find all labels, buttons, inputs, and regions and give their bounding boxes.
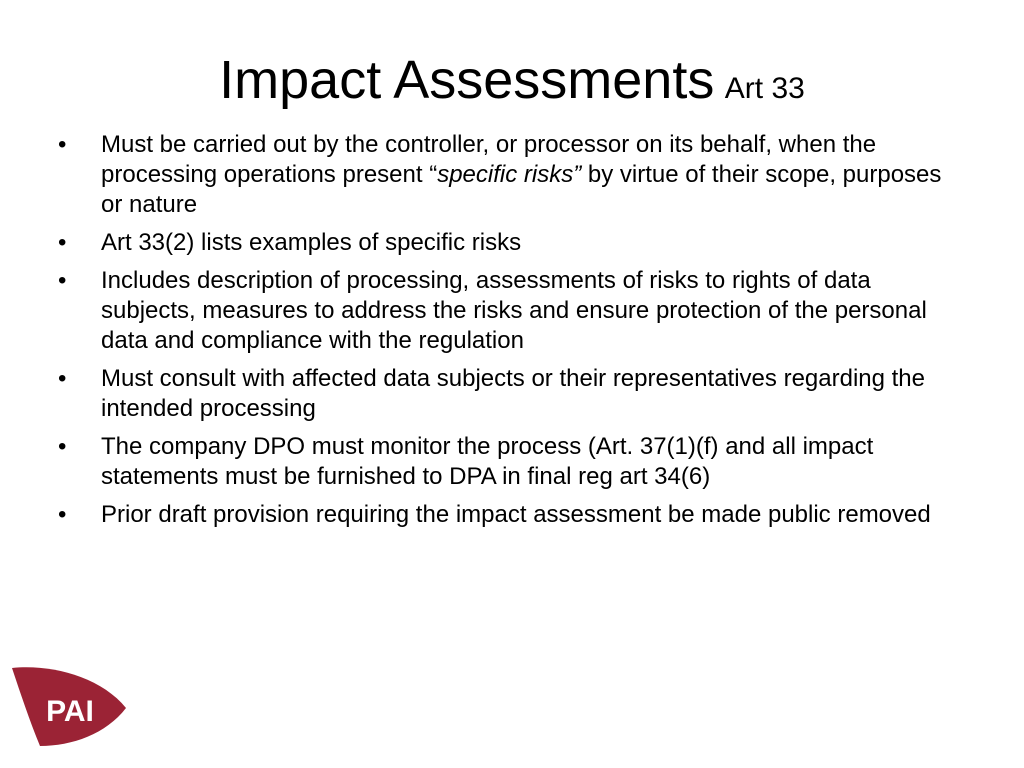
bullet-item <box>58 432 963 492</box>
bullet-text-emphasis: specific risks” <box>437 161 582 188</box>
bullet-item <box>58 364 963 424</box>
title-main: Impact Assessments <box>219 50 715 110</box>
bullet-text-start: Must be carried out by the controller, or processor on its behalf, when the processing operations present “ <box>101 131 877 188</box>
bullet-text: The company DPO must monitor the process (Art. 37(1)(f) and all impact statements must be furnished to DPA in final reg art 34(6) <box>101 433 874 490</box>
bullet-text-end: by virtue of their scope, purposes or nature <box>101 161 942 218</box>
bullet-item <box>58 266 963 356</box>
bullet-item <box>58 130 963 220</box>
bullet-item <box>58 228 963 258</box>
bullet-item <box>58 500 963 530</box>
bullet-dot: • <box>58 267 67 294</box>
bullet-text: Prior draft provision requiring the impact assessment be made public removed <box>101 501 931 528</box>
bullet-dot: • <box>58 131 67 158</box>
bullet-dot: • <box>58 365 67 392</box>
title-article: Art 33 <box>724 72 805 105</box>
slide-title <box>0 48 1024 121</box>
bullet-text: Includes description of processing, assessments of risks to rights of data subjects, measures to address the risks and ensure protection of the personal data and compliance with the regulation <box>101 267 927 354</box>
bullet-dot: • <box>58 501 67 528</box>
bullet-text: Art 33(2) lists examples of specific risks <box>101 229 522 256</box>
pai-logo <box>10 664 130 748</box>
bullet-dot: • <box>58 229 67 256</box>
bullet-list <box>58 130 963 538</box>
bullet-text: Must consult with affected data subjects or their representatives regarding the intended processing <box>101 365 926 422</box>
logo-text: PAI <box>46 695 94 728</box>
bullet-dot: • <box>58 433 67 460</box>
